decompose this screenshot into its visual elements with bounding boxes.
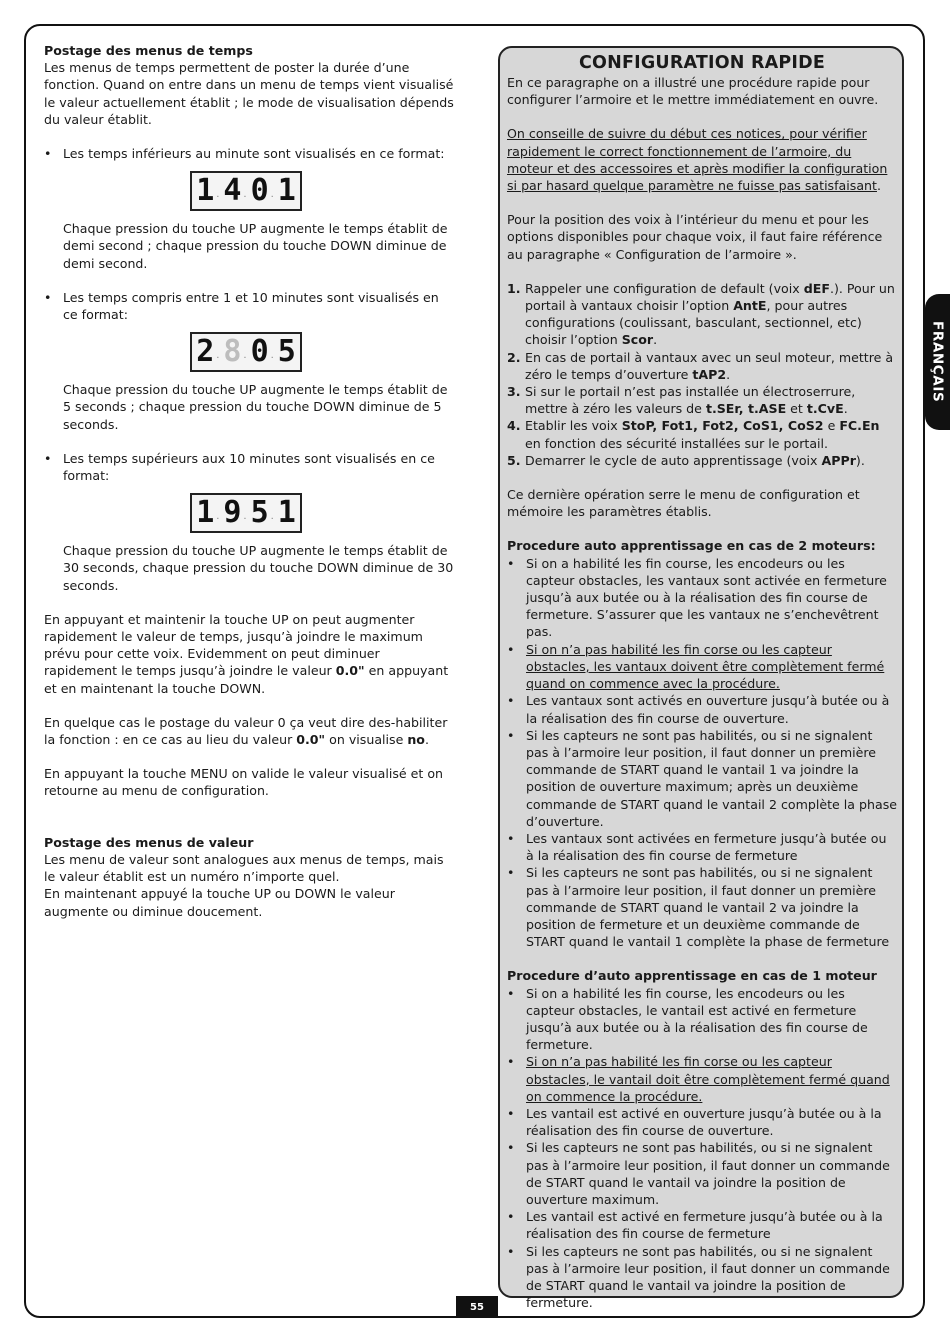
display-note: Chaque pression du touche UP augmente le temps établit de demi second ; chaque pression du touche DOWN diminue de demi second. xyxy=(63,221,448,271)
lcd-digit: 1 xyxy=(196,495,215,531)
bullet-item: • Les vantail est activé en fermeture jusqu’à butée ou à la réalisation des fin course de fermeture xyxy=(507,1208,897,1242)
section-heading-one-motor: Procedure d’auto apprentissage en cas de 1 moteur xyxy=(507,968,877,984)
lcd-digit: 0 xyxy=(250,334,269,370)
step-item: 1. Rappeler une configuration de default (voix dEF.). Pour un portail à vantaux choisir l’option AntE, pour autres configurations (coulissant, basculant, sectionnel, etc) choisir l’option Scor. xyxy=(507,280,895,348)
display-note: Chaque pression du touche UP augmente le temps établit de 5 seconds ; chaque pression du touche DOWN diminue de 5 seconds. xyxy=(63,382,448,432)
bullet-item: • Les vantaux sont activées en fermeture jusqu’à butée ou à la réalisation des fin course de fermeture xyxy=(507,830,897,864)
paragraph: En maintenant appuyé la touche UP ou DOWN le valeur augmente ou diminue doucement. xyxy=(44,886,395,919)
paragraph: En appuyant et maintenir la touche UP on peut augmenter rapidement le valeur de temps, jusqu’à joindre le maximum prévu pour cette voix. Evidemment on peut diminuer rapidement le temps jusqu’à joindre le valeur 0.0" en appuyant et en maintenant la touche DOWN. xyxy=(44,611,449,696)
advice-paragraph: On conseille de suivre du début ces notices, pour vérifier rapidement le correct fonctionnement de l’armoire, du moteur et des accessoires et après modifier la configuration si par hasard quelque paramètre ne fuisse pas satisfaisant. xyxy=(507,126,888,194)
bullet-item: • Les vantail est activé en ouverture jusqu’à butée ou à la réalisation des fin course de ouverture. xyxy=(507,1105,897,1139)
bullet-item: • Les temps inférieurs au minute sont visualisés en ce format: xyxy=(44,145,454,162)
paragraph: En quelque cas le postage du valeur 0 ça veut dire des-habiliter la fonction : en ce cas au lieu du valeur 0.0" on visualise no. xyxy=(44,714,448,748)
bullet-item: • Si on n’a pas habilité les fin corse ou les capteur obstacles, le vantail doit être complètement fermé quand on commence la procédure. xyxy=(507,1053,897,1105)
lcd-digit: 5 xyxy=(277,334,296,370)
paragraph: En appuyant la touche MENU on valide le valeur visualisé et on retourne au menu de configuration. xyxy=(44,766,444,799)
lcd-digit: 1 xyxy=(277,173,296,209)
lcd-digit: 0 xyxy=(250,173,269,209)
right-column xyxy=(507,52,897,1311)
section-heading-time-menus: Postage des menus de temps xyxy=(44,43,253,58)
lcd-display-3: 1 . 9 . 5 . 1 xyxy=(190,493,302,533)
bullet-item: • Si on n’a pas habilité les fin corse ou les capteur obstacles, les vantaux doivent être complètement fermé quand on commence avec la procédure. xyxy=(507,641,897,693)
language-tab-label: FRANÇAIS xyxy=(929,321,946,403)
bullet-item: • Si les capteurs ne sont pas habilités, ou si ne signalent pas à l’armoire leur position, il faut donner un première commande de START quand le vantail 2 va joindre la position de fermeture et un deuxième commande de START quand le vantail 1 complète la phase de fermeture xyxy=(507,864,897,950)
bullet-item: • Si on a habilité les fin course, les encodeurs ou les capteur obstacles, le vantail est activé en fermeture jusqu’à aux butée ou à la réalisation des fin course de fermeture. xyxy=(507,985,897,1054)
lcd-digit: 8 xyxy=(223,334,242,370)
left-column xyxy=(44,42,454,920)
bullet-item: • Si les capteurs ne sont pas habilités, ou si ne signalent pas à l’armoire leur position, il faut donner un première commande de START quand le vantail 1 va joindre la position de ouverture maximum; après un deuxième commande de START quand le vantail 2 complète la phase d’ouverture. xyxy=(507,727,897,830)
display-note: Chaque pression du touche UP augmente le temps établit de 30 seconds, chaque pression du touche DOWN diminue de 30 seconds. xyxy=(63,543,454,593)
lcd-digit: 2 xyxy=(196,334,215,370)
bullet-item: • Les temps supérieurs aux 10 minutes sont visualisés en ce format: xyxy=(44,450,454,484)
section-heading-value-menus: Postage des menus de valeur xyxy=(44,834,254,850)
lcd-display-2: 2 . 8 . 0 . 5 xyxy=(190,332,302,372)
paragraph: Pour la position des voix à l’intérieur du menu et pour les options disponibles pour chaque voix, il faut faire référence au paragraphe « Configuration de l’armoire ». xyxy=(507,212,883,262)
step-item: 3. Si sur le portail n’est pas installée un électroserrure, mettre à zéro les valeurs de t.SEr, t.ASE et t.CvE. xyxy=(507,384,856,417)
page-number: 55 xyxy=(456,1296,498,1318)
lcd-digit: 4 xyxy=(223,173,242,209)
paragraph: En ce paragraphe on a illustré une procédure rapide pour configurer l’armoire et le mettre immédiatement en ouvre. xyxy=(507,75,879,108)
step-item: 5. Demarrer le cycle de auto apprentissage (voix APPr). xyxy=(507,452,865,468)
language-tab xyxy=(925,294,950,430)
step-item: 4. Etablir les voix StoP, Fot1, Fot2, CoS1, CoS2 e FC.En en fonction des sécurité installées sur le portail. xyxy=(507,418,880,451)
paragraph: Les menus de temps permettent de poster la durée d’une fonction. Quand on entre dans un menu de temps vient visualisé le valeur actuellement établit ; le mode de visualisation dépends du valeur établit. xyxy=(44,60,454,127)
section-heading-two-motors: Procedure auto apprentissage en cas de 2 moteurs: xyxy=(507,538,876,554)
panel-title: CONFIGURATION RAPIDE xyxy=(579,53,825,73)
paragraph: Les menu de valeur sont analogues aux menus de temps, mais le valeur établit est un numéro n’importe quel. xyxy=(44,851,444,885)
bullet-item: • Si les capteurs ne sont pas habilités, ou si ne signalent pas à l’armoire leur position, il faut donner un commande de START quand le vantail va joindre la position de fermeture. xyxy=(507,1243,897,1312)
step-item: 2. En cas de portail à vantaux avec un seul moteur, mettre à zéro le temps d’ouverture tAP2. xyxy=(507,349,894,382)
paragraph: Ce dernière opération serre le menu de configuration et mémoire les paramètres établis. xyxy=(507,487,860,520)
lcd-digit: 5 xyxy=(250,495,269,531)
bullet-item: • Les temps compris entre 1 et 10 minutes sont visualisés en ce format: xyxy=(44,289,454,323)
lcd-digit: 1 xyxy=(196,173,215,209)
lcd-digit: 9 xyxy=(223,495,242,531)
bullet-item: • Si on a habilité les fin course, les encodeurs ou les capteur obstacles, les vantaux sont activée en fermeture jusqu’à aux butée ou à la réalisation des fin course de fermeture. S’assurer que les vantaux ne s’enchevêtrent pas. xyxy=(507,555,897,641)
bullet-item: • Les vantaux sont activés en ouverture jusqu’à butée ou à la réalisation des fin course de ouverture. xyxy=(507,692,897,726)
lcd-display-1: 1 . 4 . 0 . 1 xyxy=(190,171,302,211)
lcd-digit: 1 xyxy=(277,495,296,531)
bullet-item: • Si les capteurs ne sont pas habilités, ou si ne signalent pas à l’armoire leur position, il faut donner un commande de START quand le vantail va joindre la position de ouverture maximum. xyxy=(507,1139,897,1208)
